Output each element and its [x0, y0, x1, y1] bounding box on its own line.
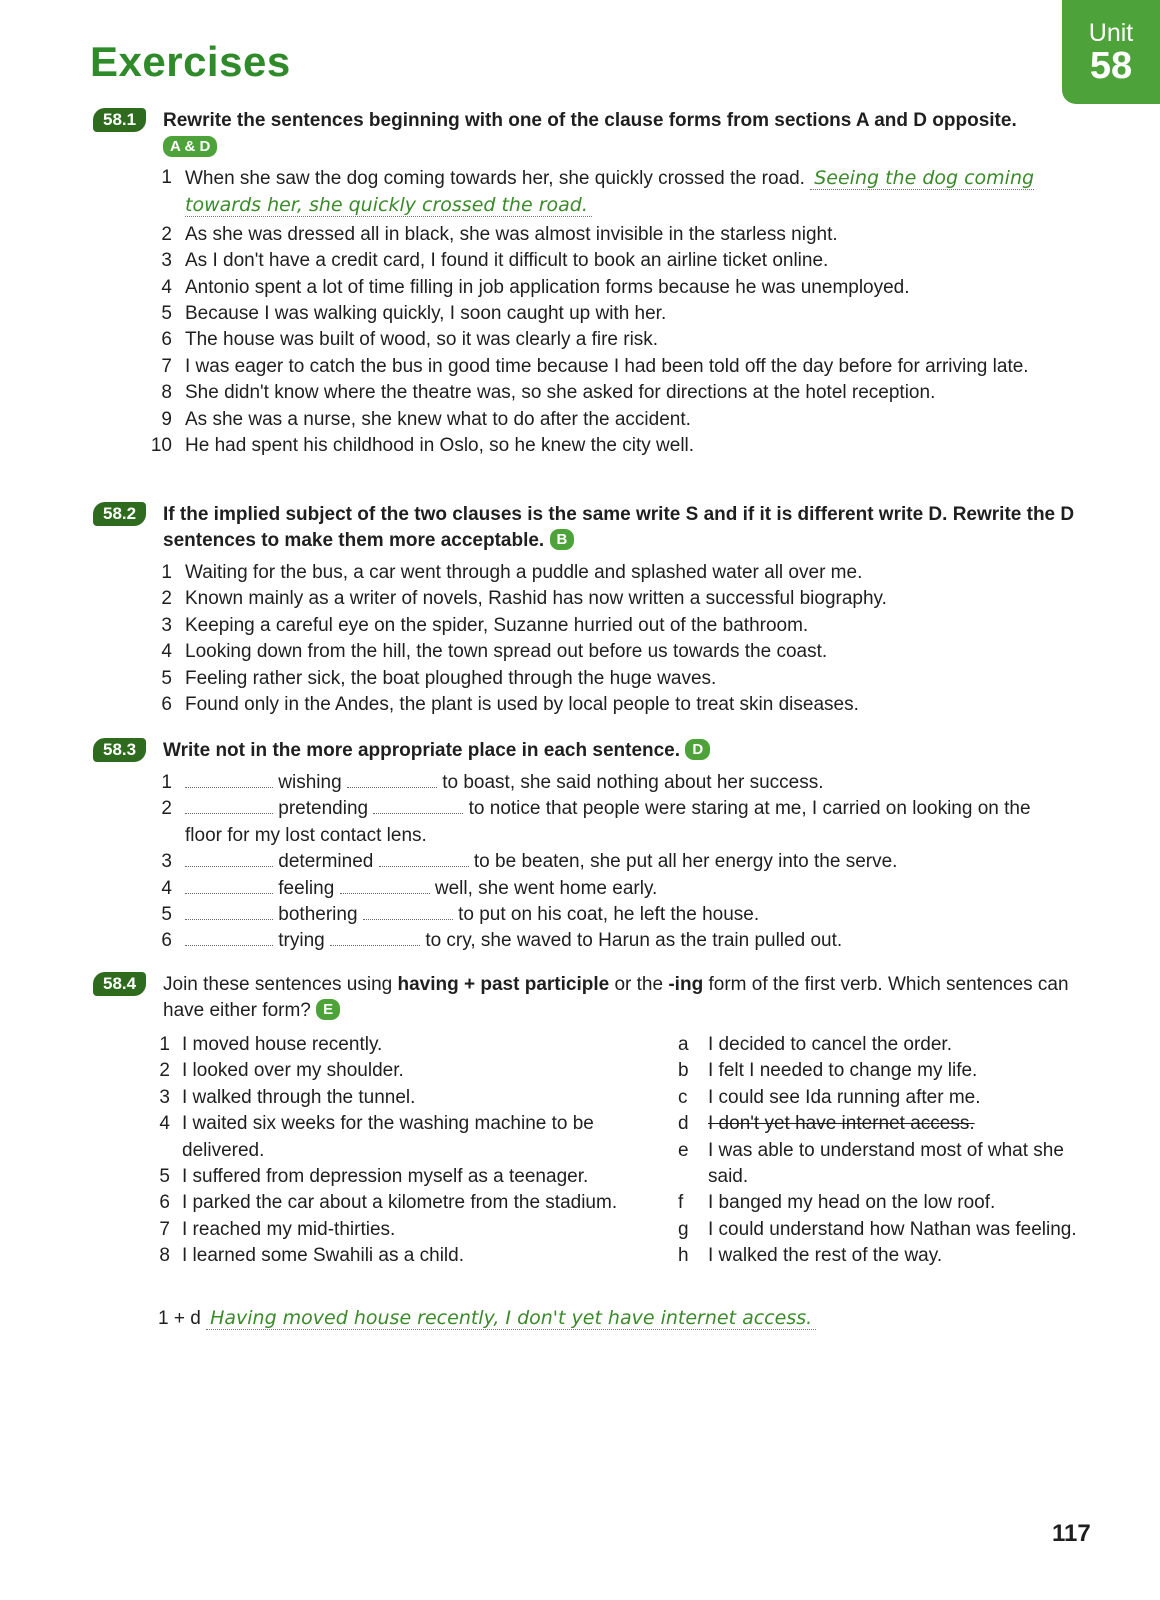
matching-columns [0, 1032, 1160, 1302]
unit-tab [1062, 0, 1160, 104]
item-text: I looked over my shoulder. [182, 1060, 404, 1082]
item-number: 9 [161, 408, 172, 430]
item-text: Because I was walking quickly, I soon caught up with her. [185, 303, 667, 325]
blank-line[interactable] [185, 850, 273, 867]
item-text: to put on his coat, he left the house. [458, 904, 760, 926]
item-text: Antonio spent a lot of time filling in job application forms because he was unemployed. [185, 276, 910, 298]
item-text: I parked the car about a kilometre from the stadium. [182, 1192, 618, 1214]
exercise-items [0, 560, 1160, 718]
blank-line[interactable] [185, 797, 273, 814]
item-letter: e [678, 1139, 689, 1161]
item-number: 2 [161, 798, 172, 820]
right-column [660, 1032, 1100, 1270]
exercise-items [0, 770, 1160, 955]
item-number: 1 [161, 772, 172, 793]
exercise-item [0, 613, 1160, 639]
exercise-items [0, 165, 1160, 459]
item-number: 5 [161, 303, 172, 325]
item-word: determined [278, 851, 374, 873]
item-text: As she was a nurse, she knew what to do after the accident. [185, 408, 691, 430]
blank-line[interactable] [373, 797, 463, 814]
exercise-item [0, 639, 1160, 665]
item-number: 6 [161, 329, 172, 351]
instruction-text: in the more appropriate place in each sentence. [250, 740, 681, 761]
item-letter: d [678, 1113, 689, 1135]
instruction-text: form of the first verb. Which sentences can have either form? [163, 974, 1069, 1021]
item-number: 6 [159, 1192, 170, 1214]
list-item [660, 1217, 1100, 1243]
item-number: 4 [159, 1113, 170, 1135]
item-number: 2 [159, 1060, 170, 1082]
blank-line[interactable] [347, 771, 437, 788]
list-item [0, 1164, 660, 1190]
exercise-number-badge: 58.1 [93, 108, 146, 132]
exercise-item [0, 560, 1160, 586]
item-text: to cry, she waved to Harun as the train pulled out. [425, 930, 843, 952]
instruction-text: Join these sentences using [163, 974, 393, 995]
item-text: I could see Ida running after me. [708, 1086, 981, 1108]
unit-number: 58 [1089, 45, 1133, 87]
list-item [0, 1243, 660, 1269]
item-text: I moved house recently. [182, 1034, 383, 1055]
blank-line[interactable] [185, 929, 273, 946]
item-text: to be beaten, she put all her energy into the serve. [473, 851, 898, 873]
list-item [660, 1058, 1100, 1084]
item-text: I waited six weeks for the washing machine to be delivered. [182, 1113, 594, 1161]
item-letter: f [678, 1192, 684, 1214]
exercise-instruction [163, 502, 1100, 554]
item-text: I banged my head on the low roof. [708, 1192, 996, 1214]
exercise-instruction [163, 738, 1100, 764]
item-letter: a [678, 1034, 689, 1055]
item-word: bothering [278, 904, 358, 926]
item-word: trying [278, 930, 325, 952]
item-text: I learned some Swahili as a child. [182, 1245, 464, 1267]
item-word: feeling [278, 877, 335, 899]
list-item [660, 1138, 1100, 1191]
exercise-item [0, 433, 1160, 459]
instruction-keyword: having + past participle [397, 974, 610, 995]
item-number: 3 [161, 614, 172, 636]
list-item [0, 1058, 660, 1084]
item-number: 4 [161, 877, 172, 899]
blank-line[interactable] [330, 929, 420, 946]
exercise-58-2 [0, 502, 1160, 718]
item-text: Keeping a careful eye on the spider, Suzanne hurried out of the bathroom. [185, 614, 809, 636]
exercise-number-badge: 58.2 [93, 502, 146, 526]
item-letter: b [678, 1060, 689, 1082]
item-number: 3 [161, 250, 172, 272]
item-number: 2 [161, 223, 172, 245]
instruction-text: or the [614, 974, 664, 995]
item-text: I was able to understand most of what she said. [708, 1139, 1064, 1188]
instruction-text: Write [163, 740, 211, 761]
exercise-item [0, 902, 1160, 928]
exercise-header [0, 108, 1160, 157]
blank-line[interactable] [185, 877, 273, 894]
item-number: 2 [161, 588, 172, 610]
handwritten-answer: Seeing the dog coming towards her, she quickly crossed the road. [185, 167, 1035, 217]
unit-label: Unit [1088, 19, 1134, 47]
exercise-58-4 [0, 972, 1160, 1302]
item-number: 7 [161, 355, 172, 377]
exercise-item [0, 327, 1160, 353]
exercise-item [0, 301, 1160, 327]
blank-line[interactable] [340, 877, 430, 894]
exercise-item [0, 380, 1160, 406]
struck-through-text: I don't yet have internet access. [708, 1113, 975, 1135]
exercise-item [0, 770, 1160, 796]
exercise-item [0, 222, 1160, 248]
exercise-item [0, 692, 1160, 718]
list-item [0, 1111, 660, 1164]
instruction-keyword: -ing [668, 974, 704, 995]
exercise-item [0, 586, 1160, 612]
blank-line[interactable] [379, 850, 469, 867]
item-text: I could understand how Nathan was feeling. [708, 1218, 1077, 1240]
example-answer-line [158, 1305, 816, 1332]
item-number: 10 [150, 435, 172, 457]
exercise-instruction [163, 972, 1100, 1024]
blank-line[interactable] [185, 903, 273, 920]
item-text: Waiting for the bus, a car went through a puddle and splashed water all over me. [185, 562, 863, 583]
instruction-keyword: not [215, 740, 245, 761]
item-text: Looking down from the hill, the town spread out before us towards the coast. [185, 641, 828, 663]
item-text: Known mainly as a writer of novels, Rashid has now written a successful biography. [185, 588, 887, 610]
exercise-header [0, 972, 1160, 1024]
item-number: 1 [159, 1034, 170, 1055]
item-text: She didn't know where the theatre was, so she asked for directions at the hotel reception. [185, 382, 936, 404]
item-letter: g [678, 1218, 689, 1240]
list-item [660, 1032, 1100, 1058]
list-item [0, 1217, 660, 1243]
item-number: 3 [161, 851, 172, 873]
item-text: I walked through the tunnel. [182, 1086, 416, 1108]
section-reference-tag: B [550, 529, 575, 550]
item-number: 7 [159, 1218, 170, 1240]
item-number: 6 [161, 694, 172, 716]
item-number: 5 [159, 1166, 170, 1188]
item-number: 8 [159, 1245, 170, 1267]
instruction-text: If the implied subject of the two clauses is the same write S and if it is different write D. Rewrite the D sentences to make them more acceptable. [163, 504, 1075, 551]
item-word: wishing [278, 772, 342, 793]
section-reference-tag: A & D [163, 136, 217, 157]
exercise-item [0, 796, 1160, 849]
exercise-item [0, 248, 1160, 274]
left-column [0, 1032, 660, 1270]
list-item [0, 1032, 660, 1058]
item-text: As she was dressed all in black, she was almost invisible in the starless night. [185, 223, 838, 245]
page-title: Exercises [90, 38, 291, 85]
exercise-item [0, 876, 1160, 902]
list-item [0, 1190, 660, 1216]
exercise-item [0, 354, 1160, 380]
item-text: to boast, she said nothing about her success. [442, 772, 824, 793]
exercise-header [0, 502, 1160, 554]
item-text: I walked the rest of the way. [708, 1245, 943, 1267]
item-text: He had spent his childhood in Oslo, so he knew the city well. [185, 435, 695, 457]
item-text: As I don't have a credit card, I found it difficult to book an airline ticket online. [185, 250, 829, 272]
item-text: I felt I needed to change my life. [708, 1060, 978, 1082]
exercise-instruction [163, 108, 1100, 157]
item-number: 6 [161, 930, 172, 952]
item-word: pretending [278, 798, 369, 820]
item-letter: h [678, 1245, 689, 1267]
page-number: 117 [1052, 1520, 1091, 1547]
instruction-text: Rewrite the sentences beginning with one of the clause forms from sections A and D opposite. [163, 110, 1017, 131]
item-number: 8 [161, 382, 172, 404]
list-item [660, 1111, 1100, 1137]
example-label: 1 + d [158, 1308, 201, 1329]
exercise-58-3 [0, 738, 1160, 955]
exercise-item [0, 849, 1160, 875]
exercise-item [0, 928, 1160, 954]
exercise-item [0, 666, 1160, 692]
item-number: 4 [161, 276, 172, 298]
item-text: I decided to cancel the order. [708, 1034, 952, 1055]
item-text: When she saw the dog coming towards her, she quickly crossed the road. [185, 168, 805, 189]
list-item [660, 1190, 1100, 1216]
item-number: 3 [159, 1086, 170, 1108]
list-item [0, 1085, 660, 1111]
item-number: 1 [161, 167, 172, 188]
item-text: I was eager to catch the bus in good time because I had been told off the day before for arriving late. [185, 355, 1029, 377]
blank-line[interactable] [363, 903, 453, 920]
exercise-header [0, 738, 1160, 764]
item-text: I reached my mid-thirties. [182, 1218, 396, 1240]
exercise-58-1 [0, 108, 1160, 459]
blank-line[interactable] [185, 771, 273, 788]
list-item [660, 1085, 1100, 1111]
item-letter: c [678, 1086, 688, 1108]
exercise-number-badge: 58.3 [93, 738, 146, 762]
item-text: well, she went home early. [434, 877, 658, 899]
exercise-item [0, 165, 1160, 220]
item-text: Feeling rather sick, the boat ploughed through the huge waves. [185, 667, 717, 689]
item-number: 4 [161, 641, 172, 663]
exercise-item [0, 275, 1160, 301]
section-reference-tag: E [316, 999, 340, 1020]
item-text: I suffered from depression myself as a teenager. [182, 1166, 589, 1188]
section-reference-tag: D [685, 739, 710, 760]
exercise-item [0, 407, 1160, 433]
item-number: 5 [161, 667, 172, 689]
item-text: to notice that people were staring at me, I carried on looking on the floor for my lost contact lens. [185, 798, 1031, 846]
exercise-number-badge: 58.4 [93, 972, 146, 996]
item-number: 1 [161, 562, 172, 583]
item-text: The house was built of wood, so it was clearly a fire risk. [185, 329, 659, 351]
list-item [660, 1243, 1100, 1269]
item-number: 5 [161, 904, 172, 926]
handwritten-answer: Having moved house recently, I don't yet have internet access. [206, 1307, 816, 1330]
item-text: Found only in the Andes, the plant is used by local people to treat skin diseases. [185, 694, 859, 716]
